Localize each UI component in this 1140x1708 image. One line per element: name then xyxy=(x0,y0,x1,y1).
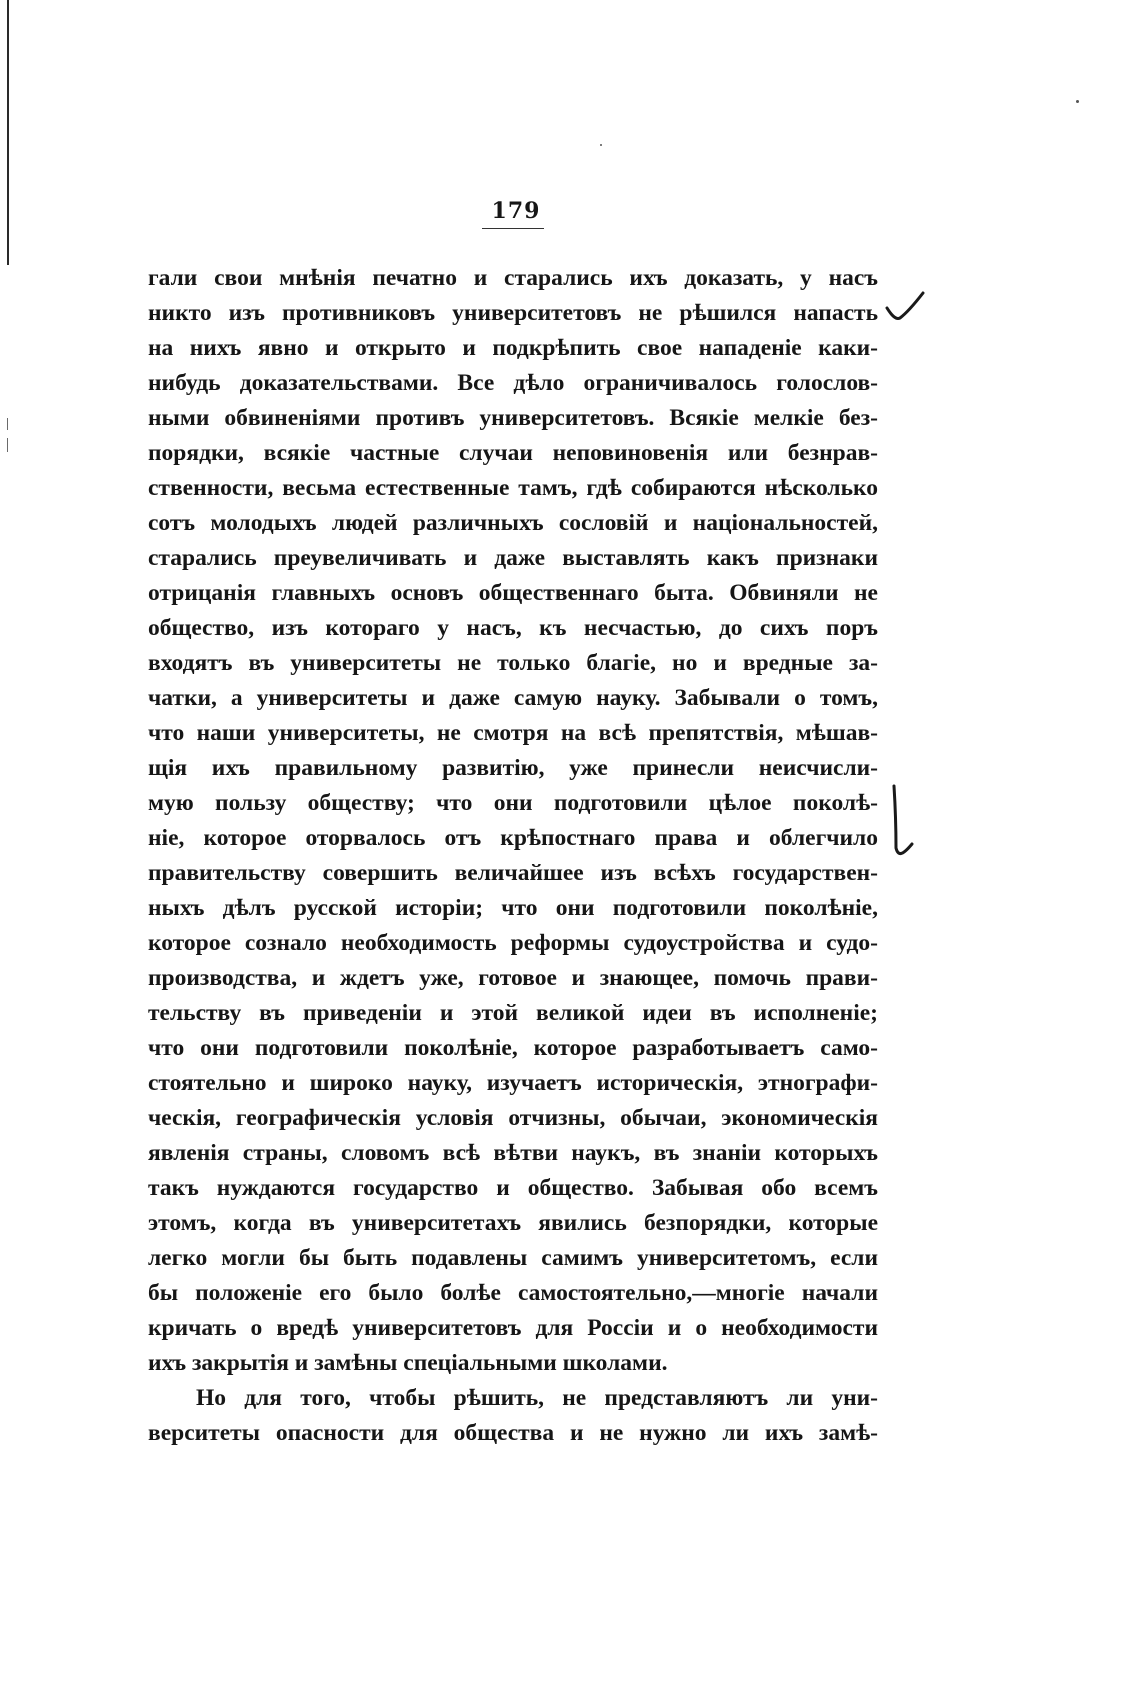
scan-speck xyxy=(1076,100,1079,103)
text-line: порядки, всякіе частные случаи неповиновенія или безнрав- xyxy=(148,440,878,466)
text-line: мую пользу обществу; что они подготовили цѣлое поколѣ- xyxy=(148,790,878,816)
text-line: верситеты опасности для общества и не нужно ли ихъ замѣ- xyxy=(148,1420,878,1446)
text-line: нибудь доказательствами. Все дѣло ограничивалось голослов- xyxy=(148,370,878,396)
text-line: на нихъ явно и открыто и подкрѣпить свое нападеніе каки- xyxy=(148,335,878,361)
text-line: правительству совершить величайшее изъ всѣхъ государствен- xyxy=(148,860,878,886)
body-text xyxy=(148,261,878,1451)
text-line: сотъ молодыхъ людей различныхъ сословій и національностей, xyxy=(148,510,878,536)
scan-edge-dash xyxy=(7,418,8,430)
text-line: производства, и ждетъ уже, готовое и знающее, помочь прави- xyxy=(148,965,878,991)
text-line: такъ нуждаются государство и общество. Забывая обо всемъ xyxy=(148,1175,878,1201)
text-line: ческія, географическія условія отчизны, обычаи, экономическія xyxy=(148,1105,878,1131)
text-line: ихъ закрытія и замѣны спеціальными школами. xyxy=(148,1350,668,1376)
text-line: общество, изъ котораго у насъ, къ несчастью, до сихъ поръ xyxy=(148,615,878,641)
text-line: кричать о вредѣ университетовъ для Россіи и о необходимости xyxy=(148,1315,878,1341)
text-line: никто изъ противниковъ университетовъ не рѣшился напасть xyxy=(148,300,878,326)
text-line: которое сознало необходимость реформы судоустройства и судо- xyxy=(148,930,878,956)
text-line: ственности, весьма естественные тамъ, гдѣ собираются нѣсколько xyxy=(148,475,878,501)
text-line: ныхъ дѣлъ русской исторіи; что они подготовили поколѣніе, xyxy=(148,895,878,921)
text-line: старались преувеличивать и даже выставлять какъ признаки xyxy=(148,545,878,571)
pencil-check-mark xyxy=(884,290,926,326)
text-line: входятъ въ университеты не только благіе, но и вредные за- xyxy=(148,650,878,676)
text-line: чатки, а университеты и даже самую науку. Забывали о томъ, xyxy=(148,685,878,711)
text-line: Но для того, чтобы рѣшить, не представляютъ ли уни- xyxy=(196,1385,878,1411)
text-line: тельству въ приведеніи и этой великой идеи въ исполненіе; xyxy=(148,1000,878,1026)
text-line: отрицанія главныхъ основъ общественнаго быта. Обвиняли не xyxy=(148,580,878,606)
text-line: ными обвиненіями противъ университетовъ. Всякіе мелкіе без- xyxy=(148,405,878,431)
text-line: явленія страны, словомъ всѣ вѣтви наукъ, въ знаніи которыхъ xyxy=(148,1140,878,1166)
text-line: бы положеніе его было болѣе самостоятельно,—многіе начали xyxy=(148,1280,878,1306)
text-line: ніе, которое оторвалось отъ крѣпостнаго права и облегчило xyxy=(148,825,878,851)
scan-edge-dash xyxy=(7,438,8,452)
page-number: 179 xyxy=(491,198,541,224)
text-line: гали свои мнѣнія печатно и старались ихъ доказать, у насъ xyxy=(148,265,878,291)
text-line: щія ихъ правильному развитію, уже принесли неисчисли- xyxy=(148,755,878,781)
text-line: что они подготовили поколѣніе, которое разработываетъ само- xyxy=(148,1035,878,1061)
text-line: легко могли бы быть подавлены самимъ университетомъ, если xyxy=(148,1245,878,1271)
text-line: что наши университеты, не смотря на всѣ препятствія, мѣшав- xyxy=(148,720,878,746)
scan-edge-line xyxy=(7,0,9,265)
scan-speck xyxy=(600,144,602,146)
text-line: стоятельно и широко науку, изучаетъ историческія, этнографи- xyxy=(148,1070,878,1096)
text-line: этомъ, когда въ университетахъ явились безпорядки, которые xyxy=(148,1210,878,1236)
pencil-margin-bracket xyxy=(886,782,926,866)
page-number-rule xyxy=(482,228,544,229)
